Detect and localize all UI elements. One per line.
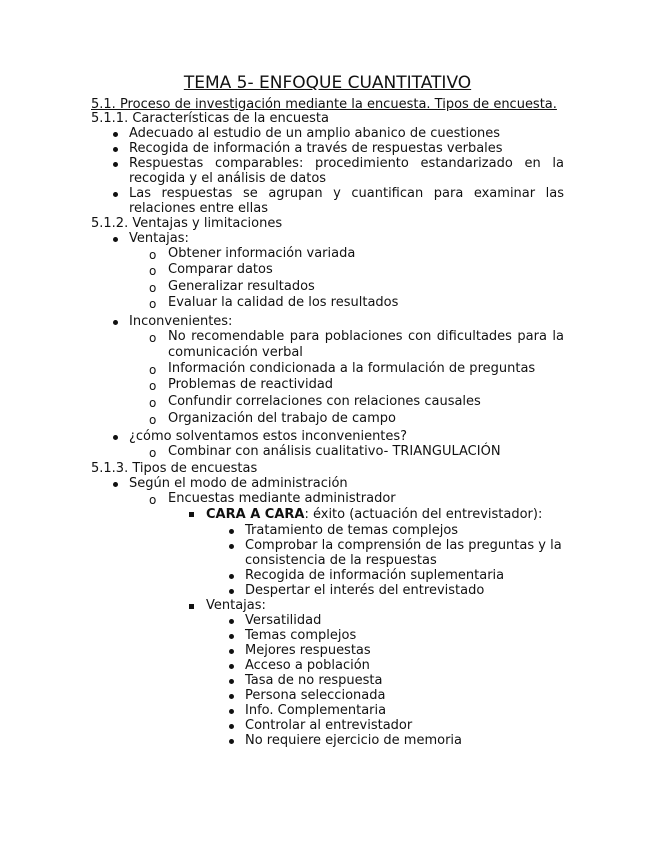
square-bullet-icon [189,604,194,609]
circle-bullet-icon: o [149,363,157,377]
bullet-icon [113,320,118,325]
bullet-icon [229,709,234,714]
bullet-icon [229,664,234,669]
circle-bullet-icon: o [149,264,157,278]
list-item: Comparar datos [168,262,273,277]
bullet-icon [229,739,234,744]
list-item: Respuestas comparables: procedimiento estandarizado en la [129,156,564,171]
bullet-icon [229,694,234,699]
circle-bullet-icon: o [149,413,157,427]
list-item-continuation: recogida y el análisis de datos [129,171,327,186]
list-item: Controlar al entrevistador [245,718,413,733]
bullet-icon [113,192,118,197]
bullet-icon [229,724,234,729]
cara-a-cara-bold: CARA A CARA [206,507,305,522]
cara-a-cara-rest: : éxito (actuación del entrevistador): [304,507,543,522]
bullet-icon [229,634,234,639]
section-heading-5-1-3: 5.1.3. Tipos de encuestas [91,461,258,476]
circle-bullet-icon: o [149,297,157,311]
list-item: Mejores respuestas [245,643,371,658]
bullet-icon [229,529,234,534]
square-bullet-icon [189,512,194,517]
list-item: Recogida de información a través de respuestas verbales [129,141,503,156]
bullet-icon [113,132,118,137]
list-item: Acceso a población [245,658,370,673]
ventajas-label: Ventajas: [129,231,189,246]
list-item-continuation: consistencia de la respuestas [245,553,437,568]
list-item: Despertar el interés del entrevistado [245,583,485,598]
list-item: Tratamiento de temas complejos [245,523,459,538]
circle-bullet-icon: o [149,331,157,345]
list-item: Recogida de información suplementaria [245,568,505,583]
list-item-continuation: relaciones entre ellas [129,201,268,216]
document-title: TEMA 5- ENFOQUE CUANTITATIVO [183,73,472,93]
list-item: Temas complejos [245,628,357,643]
list-item: Versatilidad [245,613,322,628]
circle-bullet-icon: o [149,281,157,295]
bullet-icon [229,574,234,579]
bullet-icon [229,619,234,624]
section-heading-5-1-1: 5.1.1. Características de la encuesta [91,111,329,126]
bullet-icon [229,544,234,549]
ventajas-label-2: Ventajas: [206,598,266,613]
bullet-icon [113,435,118,440]
circle-bullet-icon: o [149,493,157,507]
bullet-icon [113,482,118,487]
solventamos-question: ¿cómo solventamos estos inconvenientes? [129,429,408,444]
list-item: No recomendable para poblaciones con dificultades para la [168,329,564,344]
list-item: Persona seleccionada [245,688,386,703]
bullet-icon [113,147,118,152]
list-item: Problemas de reactividad [168,377,334,392]
list-item: Info. Complementaria [245,703,387,718]
list-item: Combinar con análisis cualitativo- TRIANGULACIÓN [168,444,501,459]
list-item: Adecuado al estudio de un amplio abanico de cuestiones [129,126,501,141]
list-item: Tasa de no respuesta [245,673,383,688]
list-item: Obtener información variada [168,246,356,261]
list-item: Evaluar la calidad de los resultados [168,295,399,310]
section-heading-5-1: 5.1. Proceso de investigación mediante la encuesta. Tipos de encuesta. [91,97,557,112]
section-heading-5-1-2: 5.1.2. Ventajas y limitaciones [91,216,283,231]
list-item: Organización del trabajo de campo [168,411,396,426]
circle-bullet-icon: o [149,379,157,393]
list-item: Las respuestas se agrupan y cuantifican para examinar las [129,186,564,201]
bullet-icon [229,649,234,654]
bullet-icon [229,589,234,594]
circle-bullet-icon: o [149,446,157,460]
list-item: Generalizar resultados [168,279,315,294]
bullet-icon [113,162,118,167]
bullet-icon [229,679,234,684]
bullet-icon [113,237,118,242]
list-item: Comprobar la comprensión de las preguntas y la [245,538,562,553]
list-item: Información condicionada a la formulación de preguntas [168,361,536,376]
list-item: Encuestas mediante administrador [168,491,396,506]
cara-a-cara-heading [206,507,542,522]
inconvenientes-label: Inconvenientes: [129,314,233,329]
list-item: Según el modo de administración [129,476,348,491]
list-item: Confundir correlaciones con relaciones causales [168,394,481,409]
list-item: No requiere ejercicio de memoria [245,733,463,748]
list-item-continuation: comunicación verbal [168,345,303,360]
circle-bullet-icon: o [149,396,157,410]
circle-bullet-icon: o [149,248,157,262]
